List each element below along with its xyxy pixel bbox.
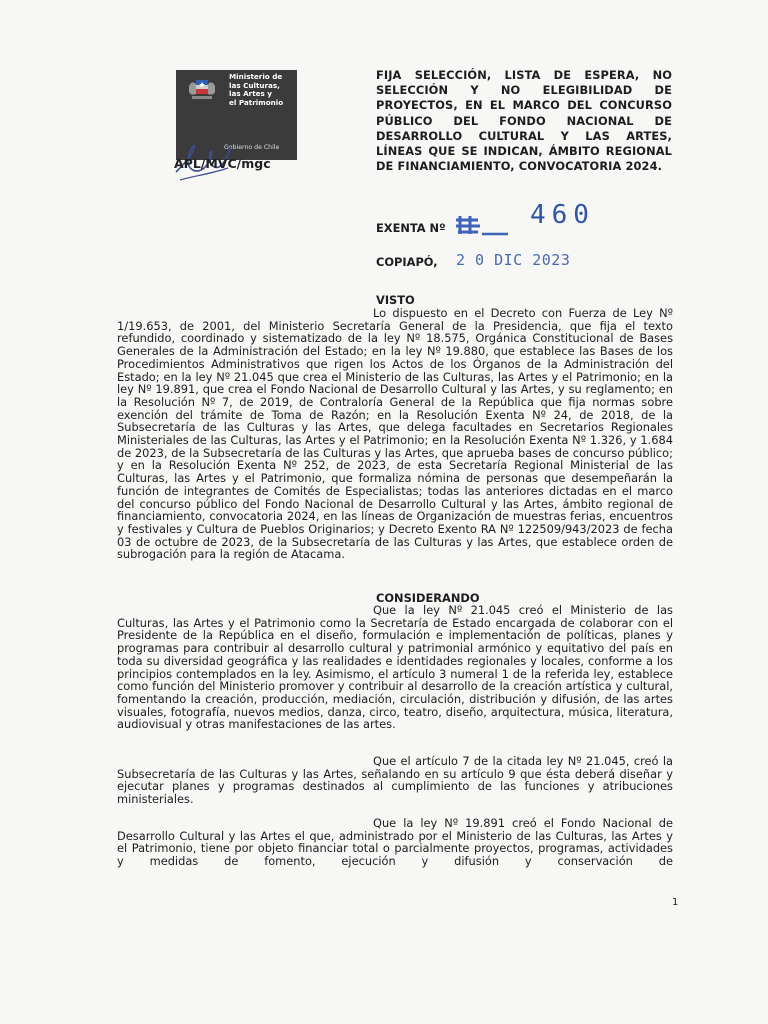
government-label: Gobierno de Chile [224,144,280,151]
exenta-label: EXENTA Nº [376,221,446,235]
author-initials: APL/MVC/mgc [174,156,271,171]
p2-body: creó la Subsecretaría de las Culturas y las Artes, señalando en su artículo 9 que ésta deberá diseñar y ejecutar planes y programas destinados al cumplimiento de las funciones y atribuciones ministeriales. [117,754,673,807]
considerando-paragraph-2 [117,755,673,806]
considerando-paragraph-3 [117,817,673,868]
p3-body: de Desarrollo Cultural y las Artes el que, administrado por el Ministerio de las Culturas, las Artes y el Patrimonio, tiene por objeto financiar total o parcialmente proyectos, programas, actividades y medidas de fomento, ejecución y difusión y conservación de [117,816,673,869]
p3-first-line: Que la ley Nº 19.891 creó el Fondo Nacional [373,816,652,830]
ministry-name: Ministerio de las Culturas, las Artes y el Patrimonio [229,72,284,107]
considerando-paragraph-1 [117,604,673,731]
p2-first-line: Que el artículo 7 de la citada ley Nº 21.045, [373,754,630,768]
considerando-heading: CONSIDERANDO [376,591,480,605]
visto-heading: VISTO [376,293,415,307]
coat-of-arms-icon [184,76,220,104]
visto-paragraph [117,307,673,561]
date-stamp: 2 0 DIC 2023 [456,251,571,269]
p1-body: Culturas, las Artes y el Patrimonio como la Secretaría de Estado encargada de colaborar con el Presidente de la República en el diseño, formulación e implementación de políticas, planes y programas para contribuir al desarrollo cultural y patrimonial armónico y equitativo del país en toda su diversidad geográfica y las realidades e identidades regionales y locales, conforme a los principios contemplados en la ley. Asimismo, el artículo 3 numeral 1 de la referida ley, establece como función del Ministerio promover y contribuir al desarrollo de la creación artística y cultural, fomentando la creación, producción, mediación, circulación, distribución y difusión, de las artes visuales, fotografía, nuevos medios, danza, circo, teatro, diseño, arquitectura, música, literatura, audiovisual y otras manifestaciones de las artes. [117,615,673,732]
resolution-number: 460 [530,200,595,230]
visto-first-line: Lo dispuesto en el Decreto con Fuerza de Ley [373,306,653,320]
p1-first-line: Que la ley Nº 21.045 creó el Ministerio de las [373,603,673,617]
resolution-title: FIJA SELECCIÓN, LISTA DE ESPERA, NO SELECCIÓN Y NO ELEGIBILIDAD DE PROYECTOS, EN EL MARCO DEL CONCURSO PÚBLICO DEL FONDO NACIONAL DE DESARROLLO CULTURAL Y LAS ARTES, LÍNEAS QUE SE INDICAN, ÁMBITO REGIONAL DE FINANCIAMIENTO, CONVOCATORIA 2024. [376,68,672,174]
visto-body: Nº 1/19.653, de 2001, del Ministerio Secretaría General de la Presidencia, que fija el texto refundido, coordinado y sistematizado de la ley Nº 18.575, Orgánica Constitucional de Bases Generales de la Administración del Estado; en la ley Nº 19.880, que establece las Bases de los Procedimientos Administrativos que rigen los Actos de los Órganos de la Administración del Estado; en la ley Nº 21.045 que crea el Ministerio de las Culturas, las Artes y el Patrimonio; en la ley Nº 19.891, que crea el Fondo Nacional de Desarrollo Cultural y las Artes, y su reglamento; en la Resolución Nº 7, de 2019, de Contraloría General de la República que fija normas sobre exención del trámite de Toma de Razón; en la Resolución Exenta Nº 24, de 2018, de la Subsecretaría de las Culturas y las Artes, que delega facultades en Secretarios Regionales Ministeriales de las Culturas, las Artes y el Patrimonio; en la Resolución Exenta Nº 1.326, y 1.684 de 2023, de la Subsecretaría de las Culturas y las Artes, que aprueba bases de concurso público; y en la Resolución Exenta Nº 252, de 2023, de esta Secretaría Regional Ministerial de las Culturas, las Artes y el Patrimonio, que formaliza nómina de personas que desempeñarán la función de integrantes de Comités de Especialistas; todas las anteriores dictadas en el marco del concurso público del Fondo Nacional de Desarrollo Cultural y las Artes, ámbito regional de financiamiento, convocatoria 2024, en las líneas de Organización de muestras ferias, encuentros y festivales y Cultura de Pueblos Originarios; y Decreto Exento RA Nº 122509/943/2023 de fecha 03 de octubre de 2023, de la Subsecretaría de las Culturas y las Artes, que establece orden de subrogación para la región de Atacama. [117,306,674,562]
page-number: 1 [672,897,679,908]
place-label: COPIAPÓ, [376,255,438,269]
stamp-mark [452,206,512,242]
